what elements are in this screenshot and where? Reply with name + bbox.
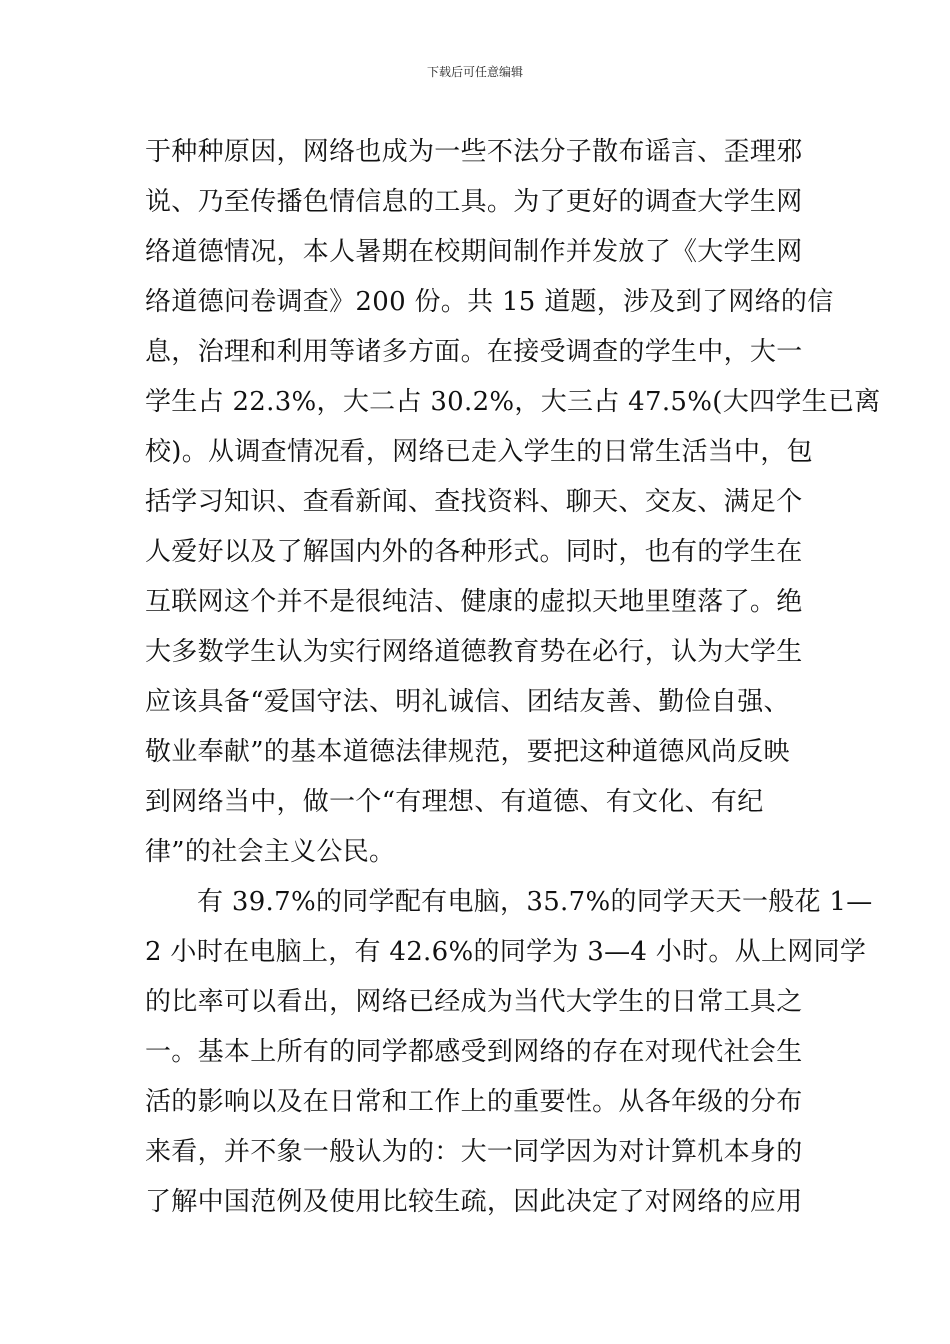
text-line: 大多数学生认为实行网络道德教育势在必行，认为大学生: [145, 637, 803, 667]
text-line: 校)。从调查情况看，网络已走入学生的日常生活当中，包: [145, 437, 813, 467]
body-text: [145, 127, 881, 1227]
page-header: 下载后可任意编辑: [426, 65, 523, 79]
text-line: 人爱好以及了解国内外的各种形式。同时，也有的学生在: [145, 537, 803, 567]
text-line: 于种种原因，网络也成为一些不法分子散布谣言、歪理邪: [145, 137, 803, 167]
text-line: 到网络当中，做一个“有理想、有道德、有文化、有纪: [145, 787, 764, 817]
text-line: 学生占 22.3%，大二占 30.2%，大三占 47.5%(大四学生已离: [145, 387, 881, 417]
text-line: 了解中国范例及使用比较生疏，因此决定了对网络的应用: [145, 1187, 803, 1217]
text-line: 活的影响以及在日常和工作上的重要性。从各年级的分布: [145, 1087, 803, 1117]
text-line: 括学习知识、查看新闻、查找资料、聊天、交友、满足个: [145, 487, 803, 517]
text-line: 络道德问卷调查》200 份。共 15 道题，涉及到了网络的信: [145, 287, 834, 317]
text-line: 来看，并不象一般认为的：大一同学因为对计算机本身的: [145, 1137, 803, 1167]
text-line: 说、乃至传播色情信息的工具。为了更好的调查大学生网: [145, 187, 803, 217]
paragraph-start-line: 有 39.7%的同学配有电脑，35.7%的同学天天一般花 1—: [197, 887, 873, 917]
text-line: 的比率可以看出，网络已经成为当代大学生的日常工具之: [145, 987, 803, 1017]
text-line: 息，治理和利用等诸多方面。在接受调查的学生中，大一: [145, 337, 803, 367]
text-line: 络道德情况，本人暑期在校期间制作并发放了《大学生网: [145, 237, 803, 267]
text-line: 一。基本上所有的同学都感受到网络的存在对现代社会生: [145, 1037, 803, 1067]
text-line: 互联网这个并不是很纯洁、健康的虚拟天地里堕落了。绝: [145, 587, 803, 617]
text-line: 2 小时在电脑上，有 42.6%的同学为 3—4 小时。从上网同学: [145, 937, 867, 967]
text-line: 敬业奉献”的基本道德法律规范，要把这种道德风尚反映: [145, 737, 790, 767]
text-line: 应该具备“爱国守法、明礼诚信、团结友善、勤俭自强、: [145, 687, 790, 717]
text-line: 律”的社会主义公民。: [145, 837, 396, 867]
